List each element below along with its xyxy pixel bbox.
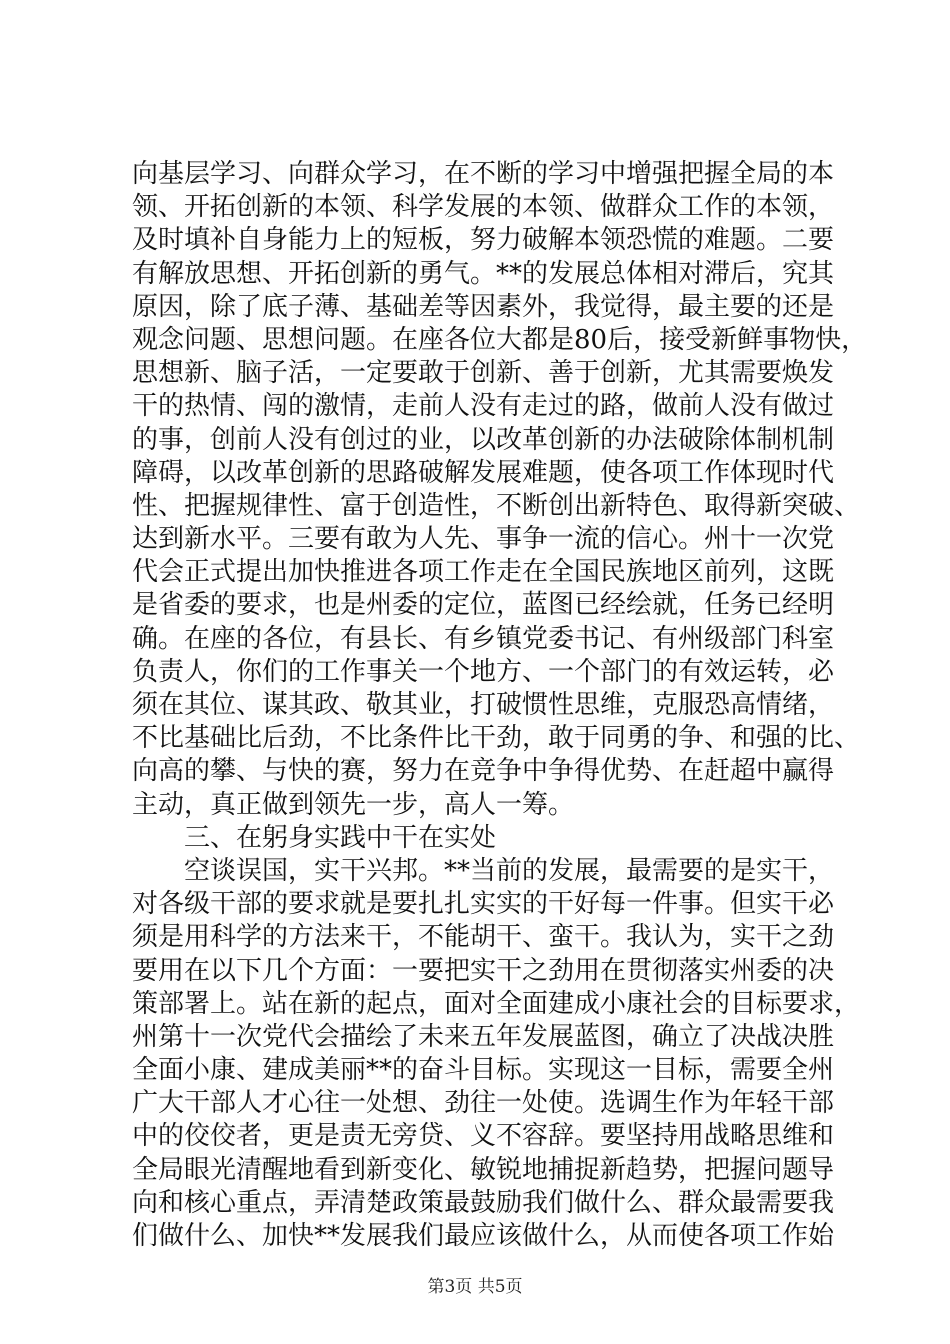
text-line: 有解放思想、开拓创新的勇气。**的发展总体相对滞后，究其 xyxy=(132,258,835,289)
text-line: 向基层学习、向群众学习，在不断的学习中增强把握全局的本 xyxy=(132,159,835,189)
text-line: 干的热情、闯的激情，走前人没有走过的路，做前人没有做过 xyxy=(132,391,835,422)
text-line: 须在其位、谋其政、敬其业，打破惯性思维，克服恐高情绪， xyxy=(132,690,835,720)
text-line: 要用在以下几个方面：一要把实干之劲用在贯彻落实州委的决 xyxy=(132,955,835,986)
text-line: 须是用科学的方法来干，不能胡干、蛮干。我认为，实干之劲 xyxy=(132,922,835,953)
text-line: 思想新、脑子活，一定要敢于创新、善于创新，尤其需要焕发 xyxy=(132,358,835,389)
page-number: 第3页 共5页 xyxy=(427,1277,523,1297)
text-line: 对各级干部的要求就是要扎扎实实的干好每一件事。但实干必 xyxy=(132,889,835,920)
section-heading: 三、在躬身实践中干在实处 xyxy=(184,822,497,853)
text-line: 领、开拓创新的本领、科学发展的本领、做群众工作的本领， xyxy=(132,192,835,223)
text-line: 策部署上。站在新的起点，面对全面建成小康社会的目标要求， xyxy=(132,988,861,1019)
text-line: 空谈误国，实干兴邦。**当前的发展，最需要的是实干， xyxy=(184,855,835,886)
text-line: 全局眼光清醒地看到新变化、敏锐地捕捉新趋势，把握问题导 xyxy=(132,1154,835,1185)
text-line: 是省委的要求，也是州委的定位，蓝图已经绘就，任务已经明 xyxy=(132,590,835,621)
text-line: 不比基础比后劲，不比条件比干劲，敢于同勇的争、和强的比、 xyxy=(132,723,861,754)
text-line: 原因，除了底子薄、基础差等因素外，我觉得，最主要的还是 xyxy=(132,291,835,322)
text-line: 负责人，你们的工作事关一个地方、一个部门的有效运转，必 xyxy=(132,656,835,687)
text-line: 确。在座的各位，有县长、有乡镇党委书记、有州级部门科室 xyxy=(132,623,835,654)
text-line: 州第十一次党代会描绘了未来五年发展蓝图，确立了决战决胜 xyxy=(132,1021,835,1052)
text-line: 中的佼佼者，更是责无旁贷、义不容辞。要坚持用战略思维和 xyxy=(132,1121,835,1152)
text-line: 全面小康、建成美丽**的奋斗目标。实现这一目标，需要全州 xyxy=(132,1055,835,1086)
text-line: 的事，创前人没有创过的业，以改革创新的办法破除体制机制 xyxy=(132,424,835,455)
text-line: 观念问题、思想问题。在座各位大都是80后，接受新鲜事物快， xyxy=(132,324,868,355)
page-footer xyxy=(0,1276,950,1298)
text-line: 向高的攀、与快的赛，努力在竞争中争得优势、在赶超中赢得 xyxy=(132,756,835,787)
text-line: 性、把握规律性、富于创造性，不断创出新特色、取得新突破、 xyxy=(132,490,861,521)
text-line: 及时填补自身能力上的短板，努力破解本领恐慌的难题。二要 xyxy=(132,225,835,256)
text-line: 们做什么、加快**发展我们最应该做什么，从而使各项工作始 xyxy=(132,1221,835,1251)
text-line: 向和核心重点，弄清楚政策最鼓励我们做什么、群众最需要我 xyxy=(132,1187,835,1218)
document-body xyxy=(132,158,868,1253)
text-line: 障碍，以改革创新的思路破解发展难题，使各项工作体现时代 xyxy=(132,457,835,488)
text-line: 广大干部人才心往一处想、劲往一处使。选调生作为年轻干部 xyxy=(132,1088,835,1119)
text-line: 代会正式提出加快推进各项工作走在全国民族地区前列，这既 xyxy=(132,557,835,588)
text-line: 达到新水平。三要有敢为人先、事争一流的信心。州十一次党 xyxy=(132,524,835,555)
text-line: 主动，真正做到领先一步，高人一筹。 xyxy=(132,789,575,820)
